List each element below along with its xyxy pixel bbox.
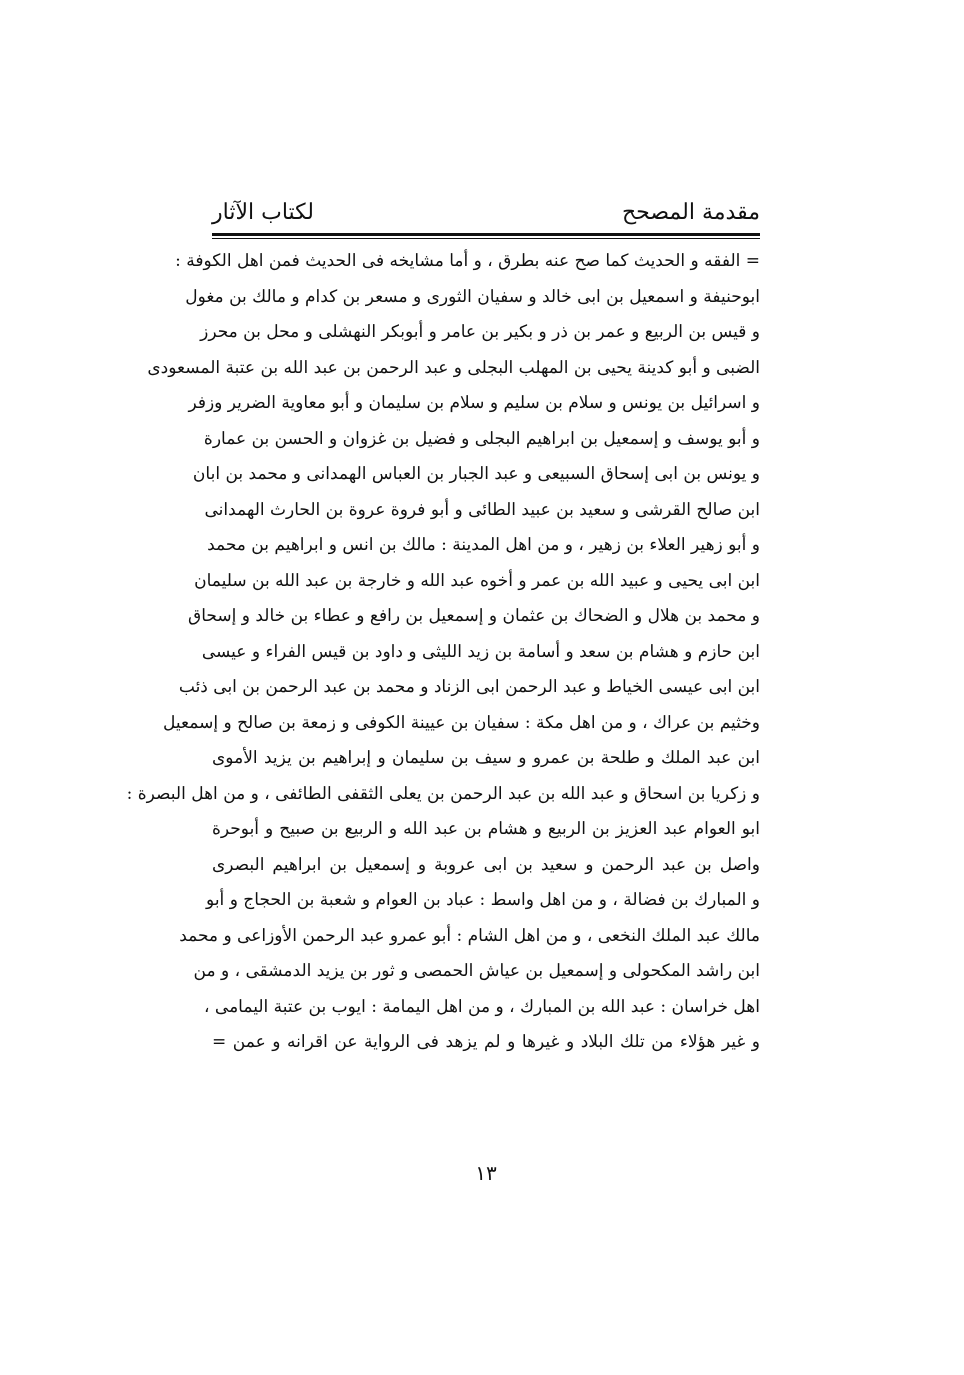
text-line: ابوحنيفة و اسمعيل بن ابى خالد و سفيان الثورى و مسعر بن كدام و مالك بن مغول bbox=[185, 286, 760, 307]
text-line: و اسرائيل بن يونس و سلام بن سليم و سلام بن سليمان و أبو معاوية الضرير وزفر bbox=[188, 393, 760, 413]
text-line: ابن ابى عيسى الخياط و عبد الرحمن ابى الزناد و محمد بن عبد الرحمن بن ابى ذئب bbox=[178, 677, 760, 697]
text-line: الضبى و أبو كدينة يحيى بن المهلب البجلى و عبد الرحمن بن عبد الله بن عتبة المسعودى bbox=[147, 357, 760, 378]
text-line: و يونس بن ابى إسحاق السبيعى و عبد الجبار بن العباس الهمدانى و محمد بن ابان bbox=[192, 464, 760, 484]
text-line: ابن حازم و هشام بن سعد و أسامة بن زيد الليثى و داود بن قيس الفراء و عيسى bbox=[201, 641, 760, 662]
text-line: مالك عبد الملك النخعى ، و من اهل الشام : أبو عمرو عبد الرحمن الأوزاعى و محمد bbox=[179, 925, 760, 946]
text-line: ابن عبد الملك و طلحة بن عمرو و سيف بن سليمان و إبراهيم بن يزيد الأموى bbox=[212, 748, 760, 768]
running-head-left: لكتاب الآثار bbox=[212, 200, 315, 225]
text-line: و أبو زهير العلاء بن زهير ، و من اهل المدينة : مالك بن انس و ابراهيم بن محمد bbox=[207, 535, 760, 555]
page-number: ١٣ bbox=[475, 1161, 497, 1185]
text-line: و أبو يوسف و إسمعيل بن ابراهيم البجلى و فضيل بن غزوان و الحسن بن عمارة bbox=[203, 428, 760, 449]
text-line: و قيس بن الربيع و عمر بن ذر و بكير بن عامر و أبوبكر النهشلى و محل بن محرز bbox=[200, 322, 760, 342]
text-line: ابن صالح القرشى و سعيد بن عبيد الطائى و أبو فروة عروة بن الحارث الهمدانى bbox=[204, 499, 760, 520]
text-line: = الفقه و الحديث كما صح عنه بطرق ، و أما مشايخه فى الحديث فمن اهل الكوفة : bbox=[175, 251, 760, 271]
text-line: و غير هؤلاء من تلك البلاد و غيرها و لم يزهد فى الرواية عن اقرانه و عمن = bbox=[212, 1032, 760, 1052]
running-head-right: مقدمة المصحح bbox=[621, 200, 760, 225]
header-rule-thin bbox=[212, 238, 760, 239]
text-line: اهل خراسان : عبد الله بن المبارك ، و من اهل اليمامة : ايوب بن عتبة اليمامى ، bbox=[204, 996, 760, 1017]
text-line: ابن ابى يحيى و عبيد الله بن عمر و أخوه عبد الله و خارجة بن عبد الله بن سليمان bbox=[194, 570, 760, 591]
text-line: ابن راشد المكحولى و إسمعيل بن عياش الحمصى و ثور بن يزيد الدمشقى ، و من bbox=[193, 961, 760, 981]
text-line: ابو العوام عبد العزيز بن الربيع و هشام بن عبد الله و الربيع بن صبيح و أبوحرة bbox=[212, 819, 760, 839]
text-line: وخثيم بن عراك ، و من اهل مكة : سفيان بن عيينة الكوفى و زمعة بن صالح و إسمعيل bbox=[163, 712, 760, 733]
header-rule-thick bbox=[212, 233, 760, 236]
running-head bbox=[212, 196, 760, 230]
body-text bbox=[126, 244, 760, 1061]
text-line: واصل بن عبد الرحمن و سعيد بن ابى عروبة و إسمعيل بن ابراهيم البصرى bbox=[212, 854, 760, 875]
text-line: و زكريا بن اسحاق و عبد الله بن عبد الرحمن بن يعلى الثقفى الطائفى ، و من اهل البصرة : bbox=[126, 783, 760, 804]
text-line: و المبارك بن فضالة ، و من اهل واسط : عباد بن العوام و شعبة بن الحجاج و أبو bbox=[206, 890, 760, 910]
text-line: و محمد بن هلال و الضحاك بن عثمان و إسمعيل بن رافع و عطاء بن خالد و إسحاق bbox=[188, 606, 760, 626]
